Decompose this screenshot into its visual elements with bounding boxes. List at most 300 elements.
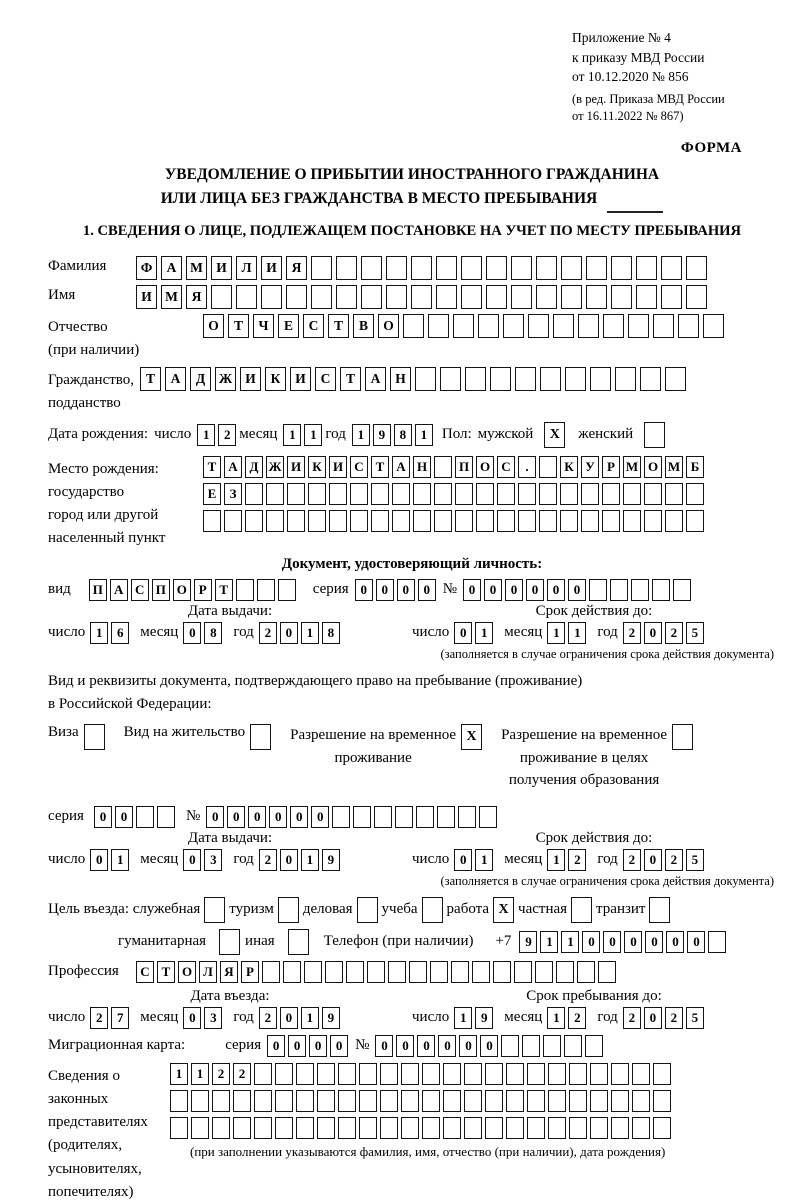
char-cell[interactable]: 0 (227, 806, 245, 828)
char-cell[interactable]: 9 (322, 1007, 340, 1029)
char-cell[interactable]: 0 (288, 1035, 306, 1057)
char-cell[interactable] (136, 806, 154, 828)
char-cell[interactable]: 0 (568, 579, 586, 601)
char-cell[interactable] (422, 1063, 440, 1085)
char-cell[interactable]: 2 (665, 1007, 683, 1029)
char-cell[interactable] (455, 483, 473, 505)
char-cell[interactable] (665, 367, 686, 391)
char-cell[interactable]: М (665, 456, 683, 478)
char-cell[interactable]: 0 (183, 1007, 201, 1029)
char-cell[interactable] (464, 1090, 482, 1112)
char-cell[interactable]: 0 (603, 931, 621, 953)
char-cell[interactable]: О (173, 579, 191, 601)
char-cell[interactable] (233, 1117, 251, 1139)
char-cell[interactable]: 1 (191, 1063, 209, 1085)
char-cell[interactable]: И (240, 367, 261, 391)
purpose-business-checkbox[interactable] (357, 897, 378, 923)
char-cell[interactable]: 1 (547, 849, 565, 871)
char-cell[interactable]: Р (194, 579, 212, 601)
char-cell[interactable] (615, 367, 636, 391)
char-cell[interactable] (578, 314, 599, 338)
char-cell[interactable] (485, 1090, 503, 1112)
char-cell[interactable] (610, 579, 628, 601)
char-cell[interactable] (451, 961, 469, 983)
purpose-transit-checkbox[interactable] (649, 897, 670, 923)
char-cell[interactable] (493, 961, 511, 983)
char-cell[interactable]: И (211, 256, 232, 280)
char-cell[interactable]: 0 (438, 1035, 456, 1057)
char-cell[interactable] (346, 961, 364, 983)
char-cell[interactable] (317, 1090, 335, 1112)
char-cell[interactable] (631, 579, 649, 601)
char-cell[interactable]: 1 (90, 622, 108, 644)
char-cell[interactable]: 2 (665, 849, 683, 871)
char-cell[interactable] (329, 510, 347, 532)
char-cell[interactable] (632, 1117, 650, 1139)
char-cell[interactable]: 0 (454, 622, 472, 644)
char-cell[interactable]: 0 (115, 806, 133, 828)
char-cell[interactable] (497, 510, 515, 532)
char-cell[interactable] (503, 314, 524, 338)
char-cell[interactable] (501, 1035, 519, 1057)
sex-female-checkbox[interactable] (644, 422, 665, 448)
char-cell[interactable]: А (392, 456, 410, 478)
char-cell[interactable] (338, 1063, 356, 1085)
char-cell[interactable] (703, 314, 724, 338)
char-cell[interactable] (353, 806, 371, 828)
char-cell[interactable]: 2 (665, 622, 683, 644)
purpose-tourism-checkbox[interactable] (278, 897, 299, 923)
char-cell[interactable] (278, 579, 296, 601)
char-cell[interactable]: И (261, 256, 282, 280)
char-cell[interactable] (652, 579, 670, 601)
char-cell[interactable]: 0 (644, 622, 662, 644)
char-cell[interactable]: 1 (415, 424, 433, 446)
char-cell[interactable] (569, 1117, 587, 1139)
char-cell[interactable] (157, 806, 175, 828)
char-cell[interactable] (415, 367, 436, 391)
char-cell[interactable]: 9 (373, 424, 391, 446)
char-cell[interactable]: 0 (459, 1035, 477, 1057)
char-cell[interactable] (371, 510, 389, 532)
char-cell[interactable]: 0 (267, 1035, 285, 1057)
char-cell[interactable]: Т (157, 961, 175, 983)
char-cell[interactable] (628, 314, 649, 338)
char-cell[interactable]: А (365, 367, 386, 391)
char-cell[interactable]: 7 (111, 1007, 129, 1029)
char-cell[interactable] (434, 483, 452, 505)
char-cell[interactable] (611, 285, 632, 309)
char-cell[interactable]: 2 (568, 849, 586, 871)
char-cell[interactable]: К (308, 456, 326, 478)
char-cell[interactable] (308, 510, 326, 532)
char-cell[interactable]: Т (371, 456, 389, 478)
sex-male-checkbox[interactable]: X (544, 422, 565, 448)
char-cell[interactable] (283, 961, 301, 983)
char-cell[interactable]: 0 (687, 931, 705, 953)
char-cell[interactable]: 2 (568, 1007, 586, 1029)
char-cell[interactable] (636, 285, 657, 309)
char-cell[interactable] (350, 510, 368, 532)
char-cell[interactable] (311, 285, 332, 309)
char-cell[interactable] (540, 367, 561, 391)
purpose-official-checkbox[interactable] (204, 897, 225, 923)
char-cell[interactable]: М (186, 256, 207, 280)
char-cell[interactable] (409, 961, 427, 983)
char-cell[interactable] (411, 285, 432, 309)
char-cell[interactable] (236, 285, 257, 309)
char-cell[interactable]: 2 (623, 622, 641, 644)
char-cell[interactable] (476, 510, 494, 532)
char-cell[interactable] (661, 256, 682, 280)
char-cell[interactable] (636, 256, 657, 280)
char-cell[interactable]: О (178, 961, 196, 983)
char-cell[interactable]: 1 (301, 622, 319, 644)
char-cell[interactable] (506, 1063, 524, 1085)
char-cell[interactable]: Т (140, 367, 161, 391)
char-cell[interactable]: 1 (547, 1007, 565, 1029)
char-cell[interactable] (211, 285, 232, 309)
char-cell[interactable] (514, 961, 532, 983)
char-cell[interactable] (401, 1117, 419, 1139)
char-cell[interactable] (308, 483, 326, 505)
char-cell[interactable]: 0 (454, 849, 472, 871)
char-cell[interactable]: С (497, 456, 515, 478)
char-cell[interactable] (296, 1063, 314, 1085)
char-cell[interactable]: Т (340, 367, 361, 391)
char-cell[interactable]: С (303, 314, 324, 338)
char-cell[interactable]: Т (203, 456, 221, 478)
char-cell[interactable] (434, 510, 452, 532)
char-cell[interactable] (386, 285, 407, 309)
char-cell[interactable]: И (136, 285, 157, 309)
char-cell[interactable]: 1 (540, 931, 558, 953)
char-cell[interactable] (416, 806, 434, 828)
char-cell[interactable]: 0 (582, 931, 600, 953)
char-cell[interactable] (511, 256, 532, 280)
char-cell[interactable]: 0 (280, 622, 298, 644)
char-cell[interactable] (590, 1117, 608, 1139)
char-cell[interactable] (611, 256, 632, 280)
char-cell[interactable] (611, 1063, 629, 1085)
char-cell[interactable]: 2 (623, 1007, 641, 1029)
char-cell[interactable] (413, 510, 431, 532)
char-cell[interactable] (430, 961, 448, 983)
char-cell[interactable]: 0 (355, 579, 373, 601)
char-cell[interactable]: 2 (212, 1063, 230, 1085)
char-cell[interactable]: 9 (519, 931, 537, 953)
char-cell[interactable] (461, 285, 482, 309)
char-cell[interactable] (708, 931, 726, 953)
char-cell[interactable] (359, 1090, 377, 1112)
char-cell[interactable]: 0 (484, 579, 502, 601)
char-cell[interactable] (254, 1090, 272, 1112)
char-cell[interactable] (479, 806, 497, 828)
char-cell[interactable]: 8 (394, 424, 412, 446)
char-cell[interactable] (304, 961, 322, 983)
char-cell[interactable]: 0 (417, 1035, 435, 1057)
char-cell[interactable] (257, 579, 275, 601)
char-cell[interactable] (590, 1063, 608, 1085)
char-cell[interactable] (598, 961, 616, 983)
char-cell[interactable]: Р (602, 456, 620, 478)
char-cell[interactable] (395, 806, 413, 828)
char-cell[interactable]: К (560, 456, 578, 478)
char-cell[interactable]: Т (215, 579, 233, 601)
char-cell[interactable]: Н (390, 367, 411, 391)
char-cell[interactable]: 1 (283, 424, 301, 446)
char-cell[interactable] (586, 285, 607, 309)
char-cell[interactable]: И (287, 456, 305, 478)
char-cell[interactable]: С (131, 579, 149, 601)
char-cell[interactable] (476, 483, 494, 505)
char-cell[interactable] (286, 285, 307, 309)
char-cell[interactable] (371, 483, 389, 505)
char-cell[interactable] (266, 483, 284, 505)
char-cell[interactable]: О (203, 314, 224, 338)
char-cell[interactable] (590, 367, 611, 391)
char-cell[interactable] (564, 1035, 582, 1057)
char-cell[interactable] (428, 314, 449, 338)
temp-residence-checkbox[interactable]: X (461, 724, 482, 750)
char-cell[interactable] (266, 510, 284, 532)
char-cell[interactable]: 2 (259, 849, 277, 871)
char-cell[interactable] (440, 367, 461, 391)
char-cell[interactable]: 1 (111, 849, 129, 871)
char-cell[interactable]: Я (286, 256, 307, 280)
char-cell[interactable]: 2 (259, 622, 277, 644)
residence-permit-checkbox[interactable] (250, 724, 271, 750)
char-cell[interactable]: 0 (666, 931, 684, 953)
char-cell[interactable] (553, 314, 574, 338)
char-cell[interactable]: 1 (568, 622, 586, 644)
char-cell[interactable] (296, 1117, 314, 1139)
char-cell[interactable]: 0 (280, 849, 298, 871)
char-cell[interactable]: Ж (266, 456, 284, 478)
char-cell[interactable] (581, 483, 599, 505)
char-cell[interactable]: К (265, 367, 286, 391)
char-cell[interactable] (359, 1117, 377, 1139)
char-cell[interactable]: 0 (480, 1035, 498, 1057)
char-cell[interactable] (548, 1117, 566, 1139)
char-cell[interactable] (539, 483, 557, 505)
char-cell[interactable]: 5 (686, 1007, 704, 1029)
char-cell[interactable] (560, 483, 578, 505)
char-cell[interactable]: Р (241, 961, 259, 983)
char-cell[interactable]: 1 (170, 1063, 188, 1085)
char-cell[interactable] (527, 1090, 545, 1112)
char-cell[interactable]: Н (413, 456, 431, 478)
char-cell[interactable] (678, 314, 699, 338)
char-cell[interactable] (585, 1035, 603, 1057)
char-cell[interactable] (262, 961, 280, 983)
char-cell[interactable]: 0 (526, 579, 544, 601)
char-cell[interactable] (261, 285, 282, 309)
char-cell[interactable]: 0 (183, 849, 201, 871)
char-cell[interactable]: . (518, 456, 536, 478)
char-cell[interactable] (311, 256, 332, 280)
char-cell[interactable] (455, 510, 473, 532)
char-cell[interactable] (686, 256, 707, 280)
char-cell[interactable] (569, 1090, 587, 1112)
char-cell[interactable] (565, 367, 586, 391)
char-cell[interactable]: С (136, 961, 154, 983)
char-cell[interactable]: Б (686, 456, 704, 478)
char-cell[interactable]: 0 (645, 931, 663, 953)
char-cell[interactable] (336, 285, 357, 309)
char-cell[interactable] (203, 510, 221, 532)
char-cell[interactable] (461, 256, 482, 280)
char-cell[interactable] (422, 1117, 440, 1139)
char-cell[interactable] (590, 1090, 608, 1112)
char-cell[interactable]: 0 (376, 579, 394, 601)
char-cell[interactable]: 0 (644, 849, 662, 871)
char-cell[interactable]: 1 (454, 1007, 472, 1029)
char-cell[interactable]: М (623, 456, 641, 478)
char-cell[interactable]: 0 (206, 806, 224, 828)
char-cell[interactable] (485, 1117, 503, 1139)
char-cell[interactable]: Я (220, 961, 238, 983)
char-cell[interactable] (191, 1117, 209, 1139)
char-cell[interactable]: 9 (322, 849, 340, 871)
char-cell[interactable] (490, 367, 511, 391)
char-cell[interactable] (329, 483, 347, 505)
char-cell[interactable] (623, 483, 641, 505)
char-cell[interactable] (275, 1063, 293, 1085)
char-cell[interactable] (602, 483, 620, 505)
char-cell[interactable] (245, 483, 263, 505)
char-cell[interactable]: 8 (322, 622, 340, 644)
temp-residence-edu-checkbox[interactable] (672, 724, 693, 750)
char-cell[interactable] (485, 1063, 503, 1085)
char-cell[interactable]: С (350, 456, 368, 478)
char-cell[interactable]: 0 (311, 806, 329, 828)
char-cell[interactable] (233, 1090, 251, 1112)
char-cell[interactable]: 2 (623, 849, 641, 871)
char-cell[interactable]: Ф (136, 256, 157, 280)
visa-checkbox[interactable] (84, 724, 105, 750)
char-cell[interactable] (515, 367, 536, 391)
char-cell[interactable] (464, 1063, 482, 1085)
char-cell[interactable]: 5 (686, 622, 704, 644)
char-cell[interactable]: 3 (204, 1007, 222, 1029)
char-cell[interactable]: О (476, 456, 494, 478)
char-cell[interactable] (453, 314, 474, 338)
char-cell[interactable]: Я (186, 285, 207, 309)
char-cell[interactable]: 1 (301, 849, 319, 871)
char-cell[interactable] (611, 1117, 629, 1139)
char-cell[interactable] (661, 285, 682, 309)
char-cell[interactable]: 2 (233, 1063, 251, 1085)
char-cell[interactable] (686, 510, 704, 532)
char-cell[interactable] (623, 510, 641, 532)
char-cell[interactable]: 0 (269, 806, 287, 828)
char-cell[interactable] (436, 285, 457, 309)
char-cell[interactable]: 0 (290, 806, 308, 828)
char-cell[interactable] (548, 1090, 566, 1112)
char-cell[interactable] (380, 1117, 398, 1139)
char-cell[interactable] (569, 1063, 587, 1085)
char-cell[interactable] (644, 510, 662, 532)
char-cell[interactable]: 1 (197, 424, 215, 446)
char-cell[interactable] (275, 1090, 293, 1112)
char-cell[interactable] (653, 1090, 671, 1112)
char-cell[interactable] (350, 483, 368, 505)
char-cell[interactable] (686, 483, 704, 505)
char-cell[interactable]: 3 (204, 849, 222, 871)
char-cell[interactable] (170, 1117, 188, 1139)
char-cell[interactable]: И (290, 367, 311, 391)
char-cell[interactable]: М (161, 285, 182, 309)
char-cell[interactable] (338, 1117, 356, 1139)
char-cell[interactable] (437, 806, 455, 828)
char-cell[interactable] (380, 1063, 398, 1085)
char-cell[interactable]: 0 (248, 806, 266, 828)
char-cell[interactable]: 0 (94, 806, 112, 828)
char-cell[interactable]: 2 (259, 1007, 277, 1029)
char-cell[interactable] (332, 806, 350, 828)
char-cell[interactable] (275, 1117, 293, 1139)
char-cell[interactable] (436, 256, 457, 280)
char-cell[interactable] (539, 510, 557, 532)
char-cell[interactable] (434, 456, 452, 478)
char-cell[interactable] (464, 1117, 482, 1139)
char-cell[interactable]: У (581, 456, 599, 478)
char-cell[interactable]: О (378, 314, 399, 338)
char-cell[interactable] (388, 961, 406, 983)
char-cell[interactable] (686, 285, 707, 309)
purpose-study-checkbox[interactable] (422, 897, 443, 923)
char-cell[interactable]: 0 (418, 579, 436, 601)
char-cell[interactable] (536, 285, 557, 309)
char-cell[interactable] (665, 483, 683, 505)
char-cell[interactable] (458, 806, 476, 828)
char-cell[interactable] (543, 1035, 561, 1057)
char-cell[interactable]: 1 (475, 849, 493, 871)
char-cell[interactable]: 0 (463, 579, 481, 601)
char-cell[interactable] (486, 285, 507, 309)
char-cell[interactable] (673, 579, 691, 601)
purpose-other-checkbox[interactable] (288, 929, 309, 955)
char-cell[interactable]: 1 (352, 424, 370, 446)
char-cell[interactable]: 1 (475, 622, 493, 644)
char-cell[interactable]: 1 (304, 424, 322, 446)
char-cell[interactable]: 2 (218, 424, 236, 446)
char-cell[interactable]: Т (228, 314, 249, 338)
char-cell[interactable]: 0 (644, 1007, 662, 1029)
char-cell[interactable]: И (329, 456, 347, 478)
char-cell[interactable]: 1 (547, 622, 565, 644)
char-cell[interactable] (548, 1063, 566, 1085)
purpose-private-checkbox[interactable] (571, 897, 592, 923)
char-cell[interactable]: 0 (375, 1035, 393, 1057)
char-cell[interactable] (472, 961, 490, 983)
char-cell[interactable] (560, 510, 578, 532)
char-cell[interactable] (380, 1090, 398, 1112)
char-cell[interactable]: Т (328, 314, 349, 338)
char-cell[interactable] (602, 510, 620, 532)
char-cell[interactable] (511, 285, 532, 309)
char-cell[interactable]: Л (236, 256, 257, 280)
char-cell[interactable]: Ч (253, 314, 274, 338)
char-cell[interactable]: 0 (330, 1035, 348, 1057)
char-cell[interactable]: 0 (397, 579, 415, 601)
char-cell[interactable] (413, 483, 431, 505)
char-cell[interactable]: 8 (204, 622, 222, 644)
char-cell[interactable]: 5 (686, 849, 704, 871)
char-cell[interactable] (403, 314, 424, 338)
char-cell[interactable] (422, 1090, 440, 1112)
